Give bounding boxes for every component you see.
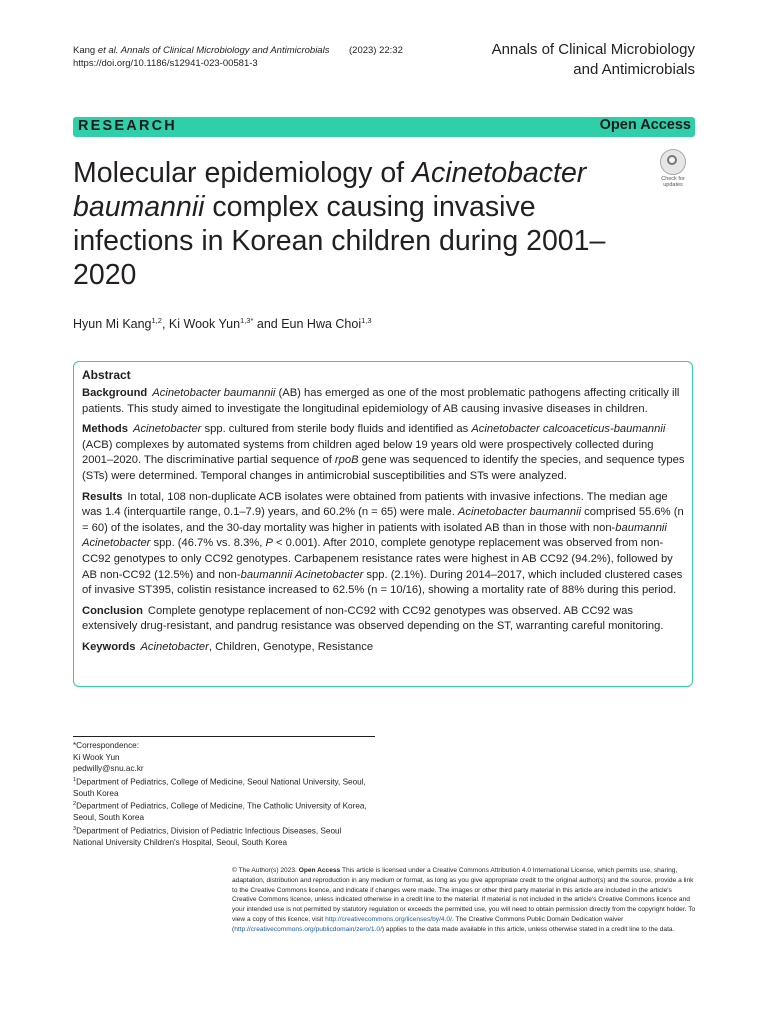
check-for-updates-icon bbox=[660, 149, 686, 175]
doi-link[interactable]: https://doi.org/10.1186/s12941-023-00581-3 bbox=[73, 58, 258, 69]
italic-term: Acinetobacter baumannii bbox=[152, 387, 276, 399]
abstract-background bbox=[82, 386, 685, 417]
citation-line bbox=[73, 44, 329, 57]
license-part: This article is licensed under a Creative Commons Attribution 4.0 International License, which permits use, sharing, adaptation, distribution and reproduction in any medium or format, as long as you give appropriate credit to the original author(s) and the source, provide a link to the Creative Commons licence, and indicate if changes were made. The images or other third party material in this article are included in the article's Creative Commons licence, unless indicated otherwise in a credit line to the material. If material is not included in the article's Creative Commons licence and your intended use is not permitted by statutory regulation or exceeds the permitted use, you will need to obtain permission directly from the copyright holder. To view a copy of this licence, visit bbox=[232, 867, 696, 923]
italic-term: baumannii Acinetobacter bbox=[82, 521, 667, 550]
footnotes bbox=[73, 740, 373, 849]
conclusion-label: Conclusion bbox=[82, 604, 143, 617]
affiliation-sup: 2 bbox=[73, 801, 77, 808]
results-text: comprised 55.6% (n = 60) of the isolates, and the 30-day mortality was higher in patients with isolated AB than in those with non- bbox=[82, 506, 684, 534]
citation-journal: et al. Annals of Clinical Microbiology and Antimicrobials bbox=[97, 45, 330, 56]
author-name: Ki Wook Yun bbox=[168, 317, 241, 332]
italic-term: P bbox=[265, 537, 273, 550]
correspondence-name: Ki Wook Yun bbox=[73, 752, 120, 762]
italic-term: Acinetobacter calcoaceticus-baumannii bbox=[471, 423, 666, 436]
methods-text: spp. cultured from sterile body fluids and identified as bbox=[201, 423, 472, 436]
citation-authors: Kang bbox=[73, 45, 98, 56]
abstract-methods bbox=[82, 422, 685, 484]
footnote-divider bbox=[73, 736, 375, 737]
background-label: Background bbox=[82, 387, 148, 399]
check-for-updates-button[interactable] bbox=[656, 149, 690, 188]
license-part: © The Author(s) 2023. bbox=[232, 867, 299, 874]
license-open-access: Open Access bbox=[298, 867, 341, 874]
affiliation-sup: 3 bbox=[73, 825, 77, 832]
journal-name-line2: and Antimicrobials bbox=[573, 61, 695, 78]
check-for-updates-line2: updates bbox=[663, 182, 683, 188]
affiliation-text: Department of Pediatrics, Division of Pediatric Infectious Diseases, Seoul National University Children's Hospital, Seoul, South Korea bbox=[73, 826, 342, 848]
methods-label: Methods bbox=[82, 423, 128, 436]
methods-text: gene was sequenced to identify the species, and sequence types (STs) were determined. Temporal changes in antimicrobial susceptibilities and STs were analyzed. bbox=[82, 454, 685, 482]
correspondence-label: *Correspondence: bbox=[73, 741, 139, 750]
license-part: ) applies to the data made available in this article, unless otherwise stated in a credit line to the data. bbox=[381, 925, 675, 933]
title-italic: Acinetobacter baumannii bbox=[73, 157, 587, 223]
article-title bbox=[73, 156, 633, 292]
italic-term: Acinetobacter bbox=[133, 423, 202, 436]
keywords-text: , Children, Genotype, Resistance bbox=[208, 640, 374, 653]
abstract-box bbox=[73, 361, 693, 687]
section-bar bbox=[73, 117, 695, 137]
title-part: complex causing invasive infections in Korean children during 2001–2020 bbox=[73, 191, 606, 291]
results-label: Results bbox=[82, 490, 123, 503]
abstract-conclusion bbox=[82, 604, 685, 635]
keywords-label: Keywords bbox=[82, 640, 136, 653]
license-text bbox=[232, 866, 696, 935]
results-text: spp. (2.1%). During 2014–2017, which included clustered cases of invasive ST395, colistin resistance increased to 62.5% (n = 10/16), showing a mortality rate of 88% during this period. bbox=[82, 568, 683, 597]
license-link[interactable]: http://creativecommons.org/licenses/by/4.0/ bbox=[325, 915, 452, 923]
author-affiliation-sup: 1,3* bbox=[240, 316, 254, 325]
check-for-updates-line1: Check for bbox=[661, 176, 685, 182]
background-text: (AB) has emerged as one of the most problematic pathogens affecting critically ill patients. This study aimed to investigate the longitudinal epidemiology of AB causing invasive diseases in children. bbox=[82, 387, 680, 415]
italic-term: Acinetobacter baumannii bbox=[457, 506, 582, 519]
results-text: In total, 108 non-duplicate ACB isolates were obtained from patients with invasive infections. The median age was 1.4 (interquartile range, 0.1–7.9) years, and 60.2% (n = 65) were male. bbox=[82, 490, 668, 519]
author-name: Hyun Mi Kang bbox=[73, 317, 152, 332]
license-link[interactable]: http://creativecommons.org/publicdomain/zero/1.0/ bbox=[234, 925, 382, 933]
license-part: . The Creative Commons Public Domain Dedication waiver ( bbox=[232, 915, 624, 933]
affiliation-3 bbox=[73, 824, 373, 849]
results-text: < 0.001). After 2010, complete genotype replacement was observed from non-CC92 genotypes to only CC92 genotypes. Carbapenem resistance rates were highest in AB CC92 (94.2%), followed by AB non-CC92 (12.5%) and non- bbox=[82, 537, 673, 581]
section-label: RESEARCH bbox=[78, 118, 177, 134]
open-access-label: Open Access bbox=[599, 117, 691, 133]
italic-term: baumannii Acinetobacter bbox=[240, 568, 364, 581]
author-affiliation-sup: 1,3 bbox=[361, 316, 372, 325]
citation-year: (2023) 22:32 bbox=[349, 45, 403, 56]
results-text: spp. (46.7% vs. 8.3%, bbox=[150, 537, 266, 550]
author-separator: , bbox=[161, 317, 169, 332]
check-for-updates-text bbox=[656, 176, 690, 188]
conclusion-text: Complete genotype replacement of non-CC92 with CC92 genotypes was observed. AB CC92 was extensively drug-resistant, and pandrug resistance was observed depending on the ST, warranting careful monitoring. bbox=[82, 604, 664, 633]
methods-text: (ACB) complexes by automated systems from children aged below 19 years old were prospectively collected during 2001–2020. The discriminative partial sequence of bbox=[82, 438, 654, 467]
affiliation-2 bbox=[73, 799, 373, 824]
title-part: Molecular epidemiology of bbox=[73, 157, 413, 189]
abstract-keywords bbox=[82, 640, 685, 656]
author-list bbox=[73, 316, 372, 331]
correspondence-email[interactable]: pedwilly@snu.ac.kr bbox=[73, 764, 144, 773]
affiliation-text: Department of Pediatrics, College of Medicine, Seoul National University, Seoul, South Korea bbox=[73, 777, 366, 798]
journal-name-line1: Annals of Clinical Microbiology bbox=[491, 41, 695, 58]
author-separator: and bbox=[253, 317, 282, 332]
abstract-results bbox=[82, 490, 685, 599]
author-affiliation-sup: 1,2 bbox=[151, 316, 162, 325]
affiliation-sup: 1 bbox=[73, 776, 77, 783]
journal-name bbox=[492, 40, 695, 80]
italic-term: rpoB bbox=[334, 454, 359, 467]
affiliation-text: Department of Pediatrics, College of Medicine, The Catholic University of Korea, Seoul, South Korea bbox=[73, 801, 367, 823]
affiliation-1 bbox=[73, 775, 373, 800]
author-name: Eun Hwa Choi bbox=[281, 317, 362, 332]
italic-term: Acinetobacter bbox=[140, 640, 209, 653]
abstract-heading: Abstract bbox=[82, 368, 131, 382]
citation-header bbox=[73, 44, 403, 70]
